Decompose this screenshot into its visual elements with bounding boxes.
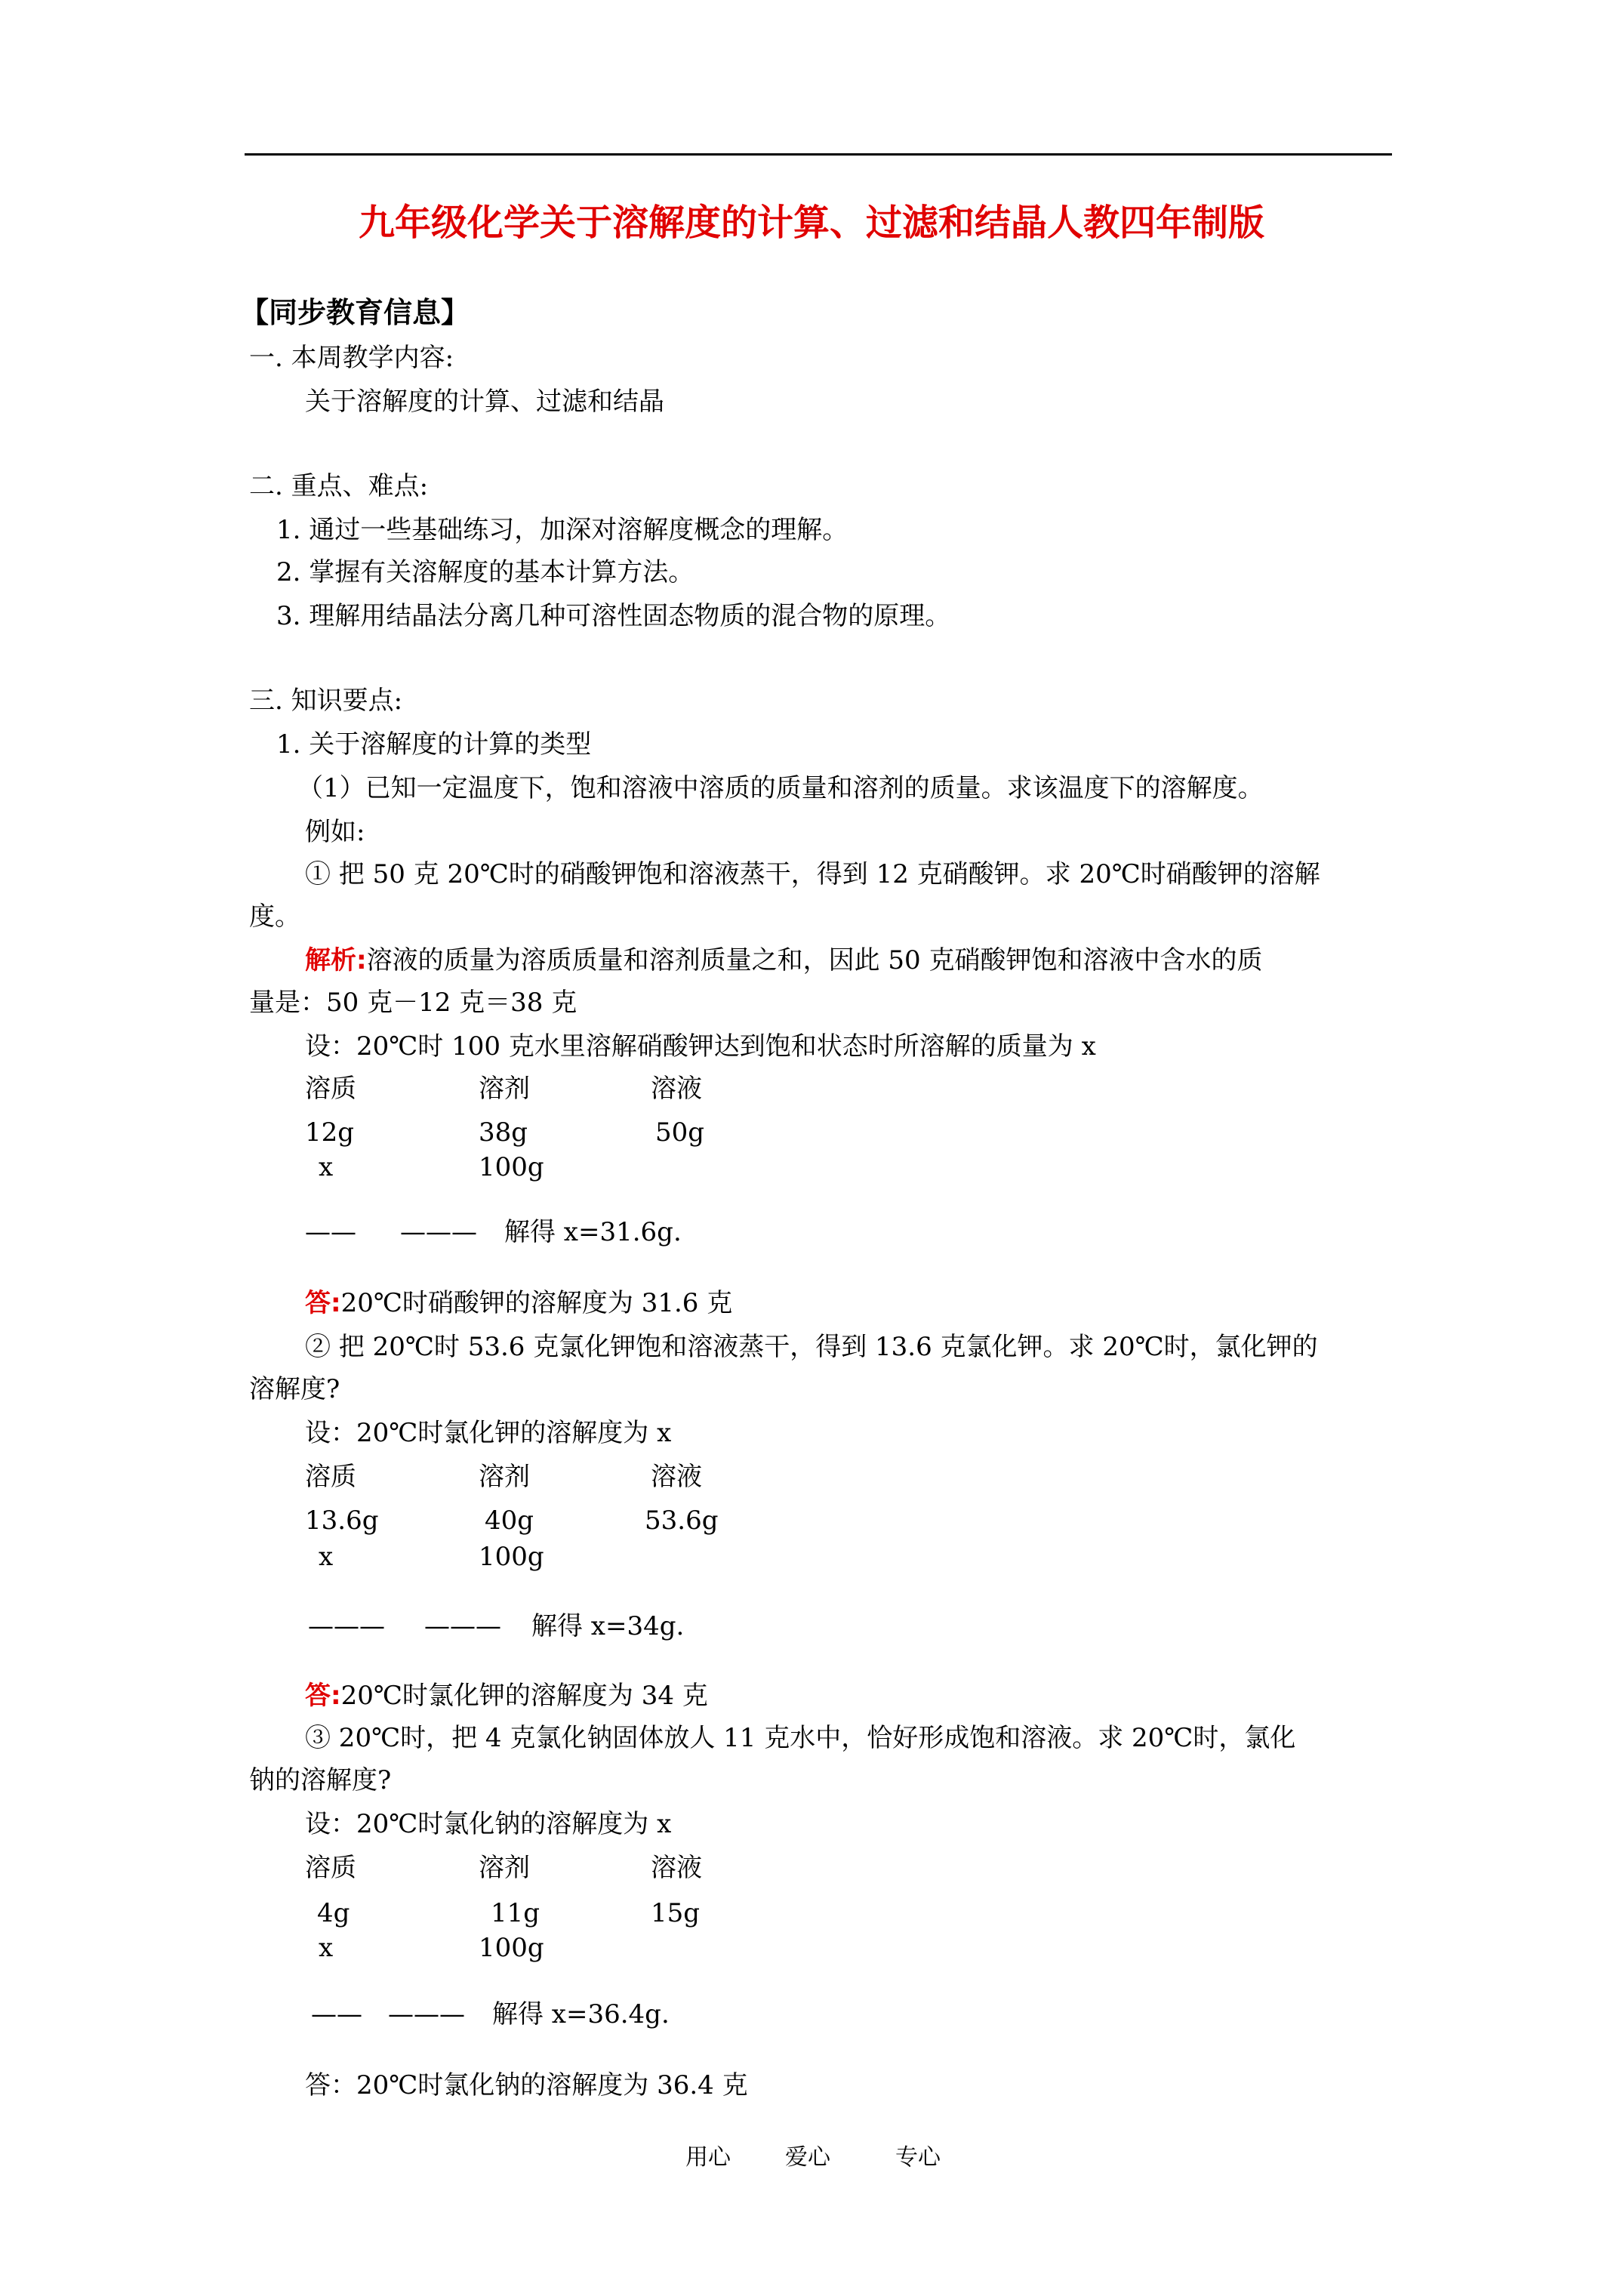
answer-text: 20℃时氯化钾的溶解度为 34 克 xyxy=(340,1681,708,1711)
ex3-set: 设：20℃时氯化钠的溶解度为 x xyxy=(305,1809,672,1839)
section2-item-1: 1. 通过一些基础练习，加深对溶解度概念的理解。 xyxy=(276,515,848,545)
ex3-solve: 解得 x=36.4g. xyxy=(492,1999,670,2029)
ex2-cell: 40g xyxy=(485,1505,534,1536)
ex1-question-line2: 度。 xyxy=(249,901,300,932)
ex1-set: 设：20℃时 100 克水里溶解硝酸钾达到饱和状态时所溶解的质量为 x xyxy=(305,1031,1096,1062)
ex2-cell: 100g xyxy=(479,1542,544,1572)
ex3-header-solvent: 溶剂 xyxy=(479,1853,530,1883)
ex1-cell: x xyxy=(319,1152,334,1182)
ex1-header-solute: 溶质 xyxy=(305,1074,356,1104)
ex1-header-solvent: 溶剂 xyxy=(479,1074,530,1104)
ex2-solve: 解得 x=34g. xyxy=(531,1611,685,1641)
ex1-cell: 12g xyxy=(305,1117,355,1148)
ex3-question-line2: 钠的溶解度? xyxy=(249,1765,392,1795)
ex1-analysis-line2: 量是：50 克－12 克＝38 克 xyxy=(249,988,577,1018)
answer-label: 答: xyxy=(305,1288,341,1318)
ex1-question-line1: ① 把 50 克 20℃时的硝酸钾饱和溶液蒸干，得到 12 克硝酸钾。求 20℃时硝酸钾的溶解 xyxy=(305,859,1320,889)
ex2-cell: 53.6g xyxy=(645,1505,719,1536)
ex3-cell: 11g xyxy=(491,1898,540,1928)
header-rule xyxy=(245,153,1392,156)
analysis-label: 解析: xyxy=(305,945,367,975)
section2-heading: 二. 重点、难点: xyxy=(249,471,429,501)
ex1-cell: 50g xyxy=(655,1117,705,1148)
example-label: 例如: xyxy=(305,817,365,847)
section3-heading: 三. 知识要点: xyxy=(249,686,403,716)
ex2-header-solution: 溶液 xyxy=(651,1462,702,1492)
ex2-question-line2: 溶解度? xyxy=(249,1374,340,1404)
section3-item-1: 1. 关于溶解度的计算的类型 xyxy=(276,729,592,760)
case-1: （1）已知一定温度下，饱和溶液中溶质的质量和溶剂的质量。求该温度下的溶解度。 xyxy=(297,773,1264,803)
footer-text-2: 爱心 xyxy=(785,2144,830,2171)
ex2-cell: 13.6g xyxy=(305,1505,379,1536)
ex2-header-solvent: 溶剂 xyxy=(479,1462,530,1492)
footer-text-1: 用心 xyxy=(685,2144,731,2171)
ex1-cell: 100g xyxy=(479,1152,544,1182)
ex2-fraction-bar-1: ——— xyxy=(308,1611,385,1641)
section2-item-2: 2. 掌握有关溶解度的基本计算方法。 xyxy=(276,557,694,587)
ex3-fraction-bar-2: ——— xyxy=(388,1999,465,2029)
ex3-cell: 15g xyxy=(651,1898,701,1928)
section1-heading: 一. 本周教学内容: xyxy=(249,343,454,373)
ex3-cell: 100g xyxy=(479,1933,544,1963)
section-header: 【同步教育信息】 xyxy=(240,296,470,329)
answer-text: 20℃时硝酸钾的溶解度为 31.6 克 xyxy=(340,1288,733,1318)
ex3-answer: 答：20℃时氯化钠的溶解度为 36.4 克 xyxy=(305,2070,748,2100)
section1-content: 关于溶解度的计算、过滤和结晶 xyxy=(305,387,664,417)
section2-item-3: 3. 理解用结晶法分离几种可溶性固态物质的混合物的原理。 xyxy=(276,601,951,631)
ex1-cell: 38g xyxy=(479,1117,528,1148)
ex1-solve: 解得 x=31.6g. xyxy=(504,1217,682,1247)
ex1-analysis-line1 xyxy=(305,944,1263,977)
ex3-question-line1: ③ 20℃时，把 4 克氯化钠固体放人 11 克水中，恰好形成饱和溶液。求 20℃时，氯化 xyxy=(305,1723,1296,1753)
ex3-cell: x xyxy=(319,1933,334,1963)
ex2-header-solute: 溶质 xyxy=(305,1462,356,1492)
ex2-answer xyxy=(305,1679,708,1712)
page-title: 九年级化学关于溶解度的计算、过滤和结晶人教四年制版 xyxy=(358,202,1264,244)
ex2-fraction-bar-2: ——— xyxy=(424,1611,501,1641)
ex3-fraction-bar-1: —— xyxy=(311,1999,362,2029)
ex3-header-solution: 溶液 xyxy=(651,1853,702,1883)
ex1-fraction-bar-2: ——— xyxy=(400,1217,477,1247)
ex2-cell: x xyxy=(319,1542,334,1572)
ex3-header-solute: 溶质 xyxy=(305,1853,356,1883)
answer-label: 答: xyxy=(305,1681,341,1711)
ex2-set: 设：20℃时氯化钾的溶解度为 x xyxy=(305,1418,672,1448)
ex1-header-solution: 溶液 xyxy=(651,1074,702,1104)
ex2-question-line1: ② 把 20℃时 53.6 克氯化钾饱和溶液蒸干，得到 13.6 克氯化钾。求 20℃时，氯化钾的 xyxy=(305,1332,1318,1362)
ex1-answer xyxy=(305,1287,732,1320)
ex3-cell: 4g xyxy=(317,1898,350,1928)
analysis-text: 溶液的质量为溶质质量和溶剂质量之和，因此 50 克硝酸钾饱和溶液中含水的质 xyxy=(366,945,1263,975)
ex1-fraction-bar-1: —— xyxy=(305,1217,356,1247)
footer-text-3: 专心 xyxy=(895,2144,941,2171)
